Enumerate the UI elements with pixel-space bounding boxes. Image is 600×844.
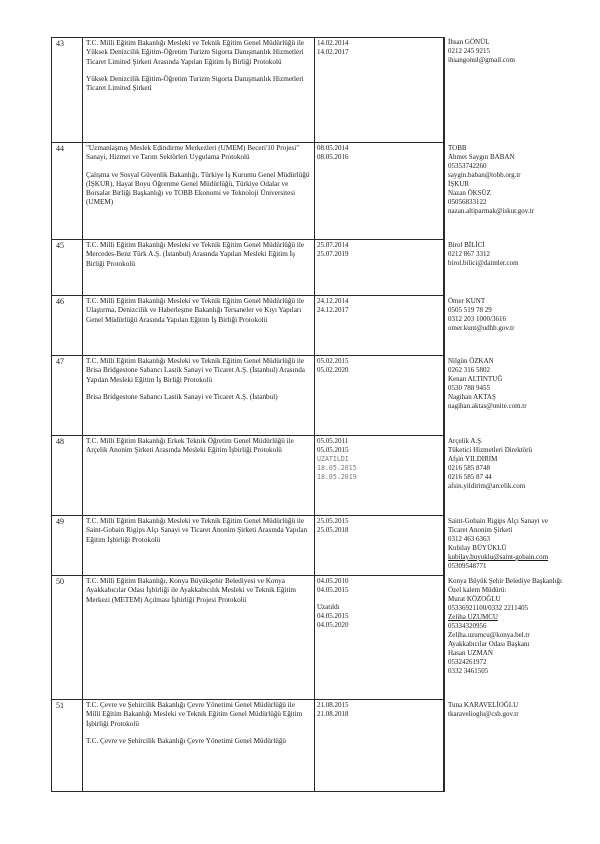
protocol-cell xyxy=(83,436,315,515)
contact-email: nazan.altiparmak@iskur.gov.tr xyxy=(448,207,534,215)
protocol-title: T.C. Milli Eğitim Bakanlığı Mesleki ve Teknik Eğitim Genel Müdürlüğü ile Ulaştırma, Denizcilik ve Haberleşme Bakanlığı Tersaneler ve Kıyı Yapıları Genel Müdürlüğü Arasında Yapılan Eğitim İş Birliği Protokolü xyxy=(86,297,305,324)
date-value: Uzatıldı xyxy=(317,603,340,611)
date-value: 25.07.2014 xyxy=(317,241,349,249)
protocol-title: T.C. Milli Eğitim Bakanlığı Mesleki ve Teknik Eğitim Genel Müdürlüğü ile Saint-Gobain Rigips Alçı Sanayi ve Ticaret Anonim Şirketi Arasında Yapılan Eğitim İşbirliği Protokolü xyxy=(86,517,308,544)
date-value: 05.05.2015 xyxy=(317,446,349,454)
contact-cell xyxy=(446,516,596,576)
contact-line: Hasan UZMAN xyxy=(448,649,493,657)
protocol-title: "Uzmanlaşmış Meslek Edindirme Merkezleri (UMEM) Beceri'10 Projesi" Sanayi, Hizmet ve Tarım Sektörleri Uygulama Protokolü xyxy=(86,144,300,162)
date-value: 18.05.2015 xyxy=(317,464,357,472)
protocol-cell xyxy=(83,38,315,142)
date-cell xyxy=(315,240,445,295)
contact-line: Kenan ALTINTUĞ xyxy=(448,375,503,383)
table-row xyxy=(51,576,444,700)
table-row xyxy=(51,516,444,576)
protocol-party: Brisa Bridgestone Sabancı Lastik Sanayi ve Ticaret A.Ş. (İstanbul) xyxy=(86,392,278,401)
row-number: 49 xyxy=(56,517,64,526)
date-value: 08.05.2014 xyxy=(317,144,349,152)
contact-cell xyxy=(446,37,596,143)
contact-line: 0312 203 1000/3616 xyxy=(448,315,506,323)
date-value: 04.05.2020 xyxy=(317,621,349,629)
date-value: 14.02.2017 xyxy=(317,48,349,56)
row-number-cell xyxy=(52,700,83,791)
row-number: 46 xyxy=(56,297,64,306)
contact-cell xyxy=(446,143,596,240)
table-row xyxy=(51,700,444,792)
contact-line: Arçelik A.Ş. xyxy=(448,437,483,445)
contact-line: TOBB xyxy=(448,144,467,152)
contact-line: 0505 519 78 29 xyxy=(448,306,492,314)
column-divider xyxy=(444,37,445,792)
contact-cell xyxy=(446,240,596,296)
row-number-cell xyxy=(52,240,83,295)
contact-cell xyxy=(446,436,596,516)
date-cell xyxy=(315,576,445,699)
date-value: 24.12.2017 xyxy=(317,306,349,314)
protocol-party: T.C. Çevre ve Şehircilik Bakanlığı Çevre Yönetimi Genel Müdürlüğü xyxy=(86,736,287,745)
row-number: 43 xyxy=(56,39,64,48)
date-value: 24.12.2014 xyxy=(317,297,349,305)
contact-line: 05056833122 xyxy=(448,198,487,206)
contact-line: 0216 585 87 44 xyxy=(448,473,492,481)
contact-line: Kubilay BÜYÜKLÜ xyxy=(448,544,507,552)
contact-line: Nilgün ÖZKAN xyxy=(448,357,494,365)
contact-cell xyxy=(446,296,596,356)
contact-line: Konya Büyük Şehir Belediye Başkanlığı xyxy=(448,577,562,585)
protocol-cell xyxy=(83,143,315,239)
date-value: 25.05.2015 xyxy=(317,517,349,525)
contact-line: İhsan GÖNÜL xyxy=(448,38,490,46)
row-number-cell xyxy=(52,516,83,575)
contact-line: Ahmet Saygın BABAN xyxy=(448,153,515,161)
date-value: 04.05.2015 xyxy=(317,612,349,620)
contact-email: birol.bilici@daimler.com xyxy=(448,259,519,267)
row-number-cell xyxy=(52,436,83,515)
protocol-cell xyxy=(83,240,315,295)
contact-line: Nagihan AKTAŞ xyxy=(448,393,496,401)
contact-line: Murat KÖZOĞLU xyxy=(448,595,501,603)
contact-email: Zeliha.uzumcu@konya.bel.tr xyxy=(448,631,530,639)
date-cell xyxy=(315,296,445,355)
protocol-title: T.C. Milli Eğitim Bakanlığı Erkek Teknik Öğretim Genel Müdürlüğü ile Arçelik Anonim Şirketi Arasında Mesleki Eğitim İşbirliği Protokolü xyxy=(86,437,294,455)
date-cell xyxy=(315,143,445,239)
row-number: 45 xyxy=(56,241,64,250)
table-row xyxy=(51,143,444,240)
row-number: 50 xyxy=(56,577,64,586)
date-value: 21.08.2018 xyxy=(317,710,349,718)
protocol-party: Yüksek Denizcilik Eğitim-Öğretim Turizm Sigorta Danışmanlık Hizmetleri Ticaret Limited Şirketi xyxy=(86,74,304,93)
contact-line: Ömer KUNT xyxy=(448,297,486,305)
date-value: 08.05.2016 xyxy=(317,153,349,161)
date-value: 05.05.2011 xyxy=(317,437,349,445)
contact-line: Afşin YILDIRIM xyxy=(448,455,498,463)
protocol-title: T.C. Milli Eğitim Bakanlığı Mesleki ve Teknik Eğitim Genel Müdürlüğü ile Yüksek Denizcilik Eğitim-Öğretim Turizm Sigorta Danışmanlık Hizmetleri Ticaret Limited Şirketi Arasında Yapılan Eğitim İş Birliği Protokolü xyxy=(86,39,305,66)
contact-email: omer.kunt@udhb.gov.tr xyxy=(448,324,515,332)
row-number: 47 xyxy=(56,357,64,366)
date-value: 18.05.2019 xyxy=(317,473,357,481)
contact-email: nagihan.aktas@unite.com.tr xyxy=(448,402,527,410)
contact-line: 0212 867 3312 xyxy=(448,250,490,258)
date-cell xyxy=(315,516,445,575)
contact-email: saygin.baban@tobb.org.tr xyxy=(448,171,521,179)
date-value: 05.02.2015 xyxy=(317,357,349,365)
date-value: UZATILDI xyxy=(317,455,349,463)
contact-email: ihsangonul@gmail.com xyxy=(448,56,515,64)
protocol-cell xyxy=(83,296,315,355)
contact-line: Tüketici Hizmetleri Direktörü xyxy=(448,446,532,454)
contact-email: tkaravelioglu@csb.gov.tr xyxy=(448,710,519,718)
contact-cell xyxy=(446,700,596,792)
contact-email: afsin.yildirim@arcelik.com xyxy=(448,482,526,490)
row-number-cell xyxy=(52,356,83,435)
date-value: 25.05.2018 xyxy=(317,526,349,534)
row-number-cell xyxy=(52,143,83,239)
protocol-title: T.C. Çevre ve Şehircilik Bakanlığı Çevre Yönetimi Genel Müdürlüğü ile Milli Eğitim Bakanlığı Mesleki ve Teknik Eğitim Genel Müdürlüğü Eğitim İşbirliği Protokolü xyxy=(86,701,303,728)
contact-cell xyxy=(446,356,596,436)
table-row xyxy=(51,356,444,436)
date-cell xyxy=(315,700,445,791)
contact-line: Nazan ÖKSÜZ xyxy=(448,189,491,197)
contact-line: Özel kalem Müdürü: xyxy=(448,586,507,594)
contact-line: 05309548771 xyxy=(448,562,487,570)
contact-cell xyxy=(446,576,596,700)
contact-line: Zeliha UZUMCU xyxy=(448,613,498,621)
protocol-title: T.C. Milli Eğitim Bakanlığı Mesleki ve Teknik Eğitim Genel Müdürlüğü ile Brisa Bridgestone Sabancı Lastik Sanayi ve Ticaret A.Ş. (İstanbul) Arasında Yapılan Mesleki Eğitim İş Birliği Protokolü xyxy=(86,357,305,384)
contact-line: Birol BİLİCİ xyxy=(448,241,485,249)
row-number: 48 xyxy=(56,437,64,446)
date-value: 04.05.2015 xyxy=(317,586,349,594)
table-row xyxy=(51,296,444,356)
contact-line: 05336921100/0332 2211405 xyxy=(448,604,529,612)
contact-line: 05324261972 xyxy=(448,658,487,666)
contact-line: 0530 788 9455 xyxy=(448,384,490,392)
contact-line: 0216 585 8748 xyxy=(448,464,490,472)
protocol-cell xyxy=(83,700,315,791)
contact-line: 0332 3461505 xyxy=(448,667,489,675)
date-value: 05.02.2020 xyxy=(317,366,349,374)
protocol-cell xyxy=(83,356,315,435)
protocol-cell xyxy=(83,516,315,575)
date-value: 25.07.2019 xyxy=(317,250,349,258)
row-number: 51 xyxy=(56,701,64,710)
date-value: 04.05.2010 xyxy=(317,577,349,585)
protocol-cell xyxy=(83,576,315,699)
contact-line: 05353742260 xyxy=(448,162,487,170)
protocol-party: Çalışma ve Sosyal Güvenlik Bakanlığı, Türkiye İş Kurumu Genel Müdürlüğü (İŞKUR), Hayat Boyu Öğrenme Genel Müdürlüğü, Türkiye Odalar ve Borsalar Birliği Başkanlığı ve TOBB Ekonomi ve Teknoloji Üniversitesi (UMEM) xyxy=(86,170,310,207)
contact-line: Ayakkabıcılar Odası Başkanı xyxy=(448,640,530,648)
date-value: 14.02.2014 xyxy=(317,39,349,47)
row-number: 44 xyxy=(56,144,64,153)
contact-line: 0262 316 5802 xyxy=(448,366,490,374)
row-number-cell xyxy=(52,576,83,699)
date-value: 21.08.2015 xyxy=(317,701,349,709)
row-number-cell xyxy=(52,38,83,142)
contact-line: Ticaret Anonim Şirketi xyxy=(448,526,513,534)
date-cell xyxy=(315,436,445,515)
date-cell xyxy=(315,38,445,142)
table-row xyxy=(51,240,444,296)
protocol-title: T.C. Milli Eğitim Bakanlığı Mesleki ve Teknik Eğitim Genel Müdürlüğü ile Mercedes-Benz Türk A.Ş. (İstanbul) Arasında Yapılan Mesleki Eğitim İş Birliği Protokolü xyxy=(86,241,305,268)
contact-line: Tuna KARAVELİOĞLU xyxy=(448,701,519,709)
contact-email: kubilay.buyuklu@saint-gobain.com xyxy=(448,553,549,561)
contact-line: 0312 463 6363 xyxy=(448,535,490,543)
contact-line: Saint-Gobain Rigips Alçı Sanayi ve xyxy=(448,517,548,525)
contact-line: İŞKUR xyxy=(448,180,470,188)
protocol-title: T.C. Milli Eğitim Bakanlığı, Konya Büyükşehir Belediyesi ve Konya Ayakkabıcılar Odası İşbirliği ile Ayakkabıcılık Mesleki ve Teknik Eğitim Merkezi (METEM) Açılması İşbirliği Projesi Protokolü xyxy=(86,577,297,604)
row-number-cell xyxy=(52,296,83,355)
table-row xyxy=(51,436,444,516)
contact-line: 0212 245 9215 xyxy=(448,47,490,55)
table-row xyxy=(51,37,444,143)
contact-line: 05334320956 xyxy=(448,622,487,630)
date-cell xyxy=(315,356,445,435)
